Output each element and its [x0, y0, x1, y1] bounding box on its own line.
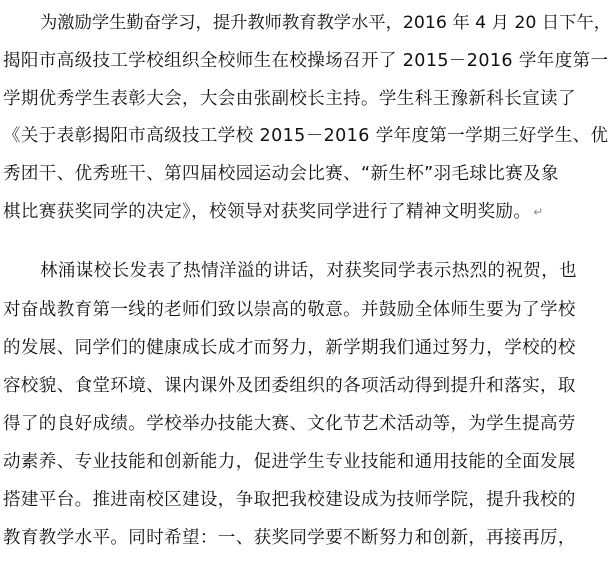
- paragraph-1-line-5: 秀团干、优秀班干、第四届校园运动会比赛、“新生杯”羽毛球比赛及象: [3, 164, 559, 184]
- paragraph-1-line-1: 为激励学生勤奋学习，提升教师教育教学水平，2016 年 4 月 20 日下午，: [40, 13, 612, 33]
- paragraph-2-line-8: 教育教学水平。同时希望：一、获奖同学要不断努力和创新，再接再厉，: [3, 528, 576, 548]
- paragraph-1-line-3: 学期优秀学生表彰大会，大会由张副校长主持。学生科王豫新科长宣读了: [3, 89, 576, 109]
- paragraph-2-line-1: 林涌谋校长发表了热情洋溢的讲话，对获奖同学表示热烈的祝贺，也: [40, 261, 577, 281]
- paragraph-1-line-6: [3, 197, 544, 227]
- paragraph-2-line-2: 对奋战教育第一线的老师们致以崇高的敬意。并鼓励全体师生要为了学校: [3, 300, 576, 320]
- paragraph-1-line-4: 《关于表彰揭阳市高级技工学校 2015－2016 学年度第一学期三好学生、优: [3, 126, 609, 146]
- paragraph-mark-icon: ↵: [533, 205, 544, 219]
- paragraph-1-line-6-text: 棋比赛获奖同学的决定》，校领导对获奖同学进行了精神文明奖励。: [3, 202, 532, 222]
- paragraph-1-line-2: 揭阳市高级技工学校组织全校师生在校操场召开了 2015－2016 学年度第一: [3, 51, 609, 71]
- paragraph-2-line-5: 得了的良好成绩。学校举办技能大赛、文化节艺术活动等，为学生提高劳: [3, 414, 576, 434]
- paragraph-2-line-6: 动素养、专业技能和创新能力，促进学生专业技能和通用技能的全面发展: [3, 452, 576, 472]
- paragraph-2-line-3: 的发展、同学们的健康成长成才而努力，新学期我们通过努力，学校的校: [3, 338, 576, 358]
- paragraph-2-line-4: 容校貌、食堂环境、课内课外及团委组织的各项活动得到提升和落实，取: [3, 376, 576, 396]
- paragraph-2-line-7: 搭建平台。推进南校区建设，争取把我校建设成为技师学院，提升我校的: [3, 490, 576, 510]
